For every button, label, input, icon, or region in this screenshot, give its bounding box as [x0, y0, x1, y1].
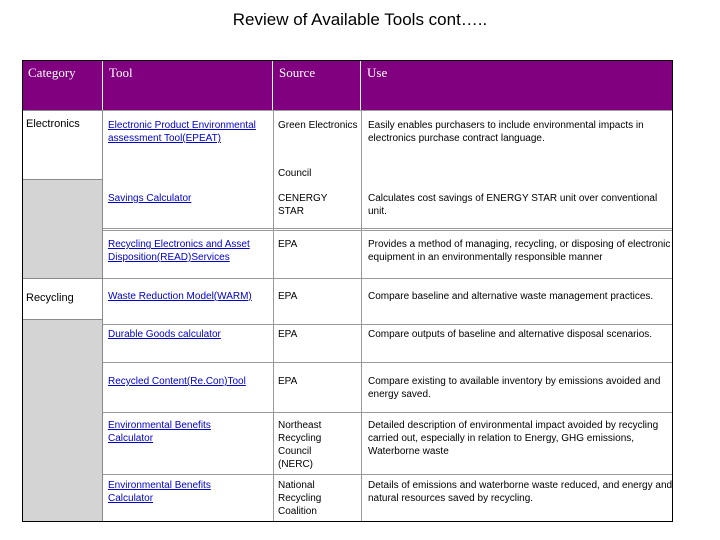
- source-text: EPA: [278, 239, 298, 250]
- tool-link[interactable]: Electronic Product Environmental assessment Tool(EPEAT): [108, 120, 256, 144]
- source-text: EPA: [278, 291, 298, 302]
- source-text: CENERGY STAR: [278, 193, 328, 217]
- header-category: Category: [22, 60, 103, 110]
- category-electronics: Electronics: [26, 118, 80, 130]
- use-text: Detailed description of environmental impact avoided by recycling carried out, especially in relation to Energy, GHG emissions, Waterborne waste: [368, 420, 659, 457]
- use-text: Compare outputs of baseline and alternative disposal scenarios.: [368, 329, 653, 340]
- tool-link[interactable]: Waste Reduction Model(WARM): [108, 291, 252, 302]
- use-text: Compare baseline and alternative waste management practices.: [368, 291, 654, 302]
- tool-link[interactable]: Environmental Benefits Calculator: [108, 480, 211, 504]
- tool-link[interactable]: Durable Goods calculator: [108, 329, 221, 340]
- use-text: Details of emissions and waterborne waste reduced, and energy and natural resources saved by recycling.: [368, 480, 673, 504]
- category-recycling: Recycling: [26, 292, 74, 304]
- page-title: Review of Available Tools cont…..: [232, 10, 488, 29]
- use-text: Easily enables purchasers to include environmental impacts in electronics purchase contract language.: [368, 120, 644, 144]
- source-text: EPA: [278, 376, 298, 387]
- tool-link[interactable]: Recycling Electronics and Asset Disposition(READ)Services: [108, 239, 250, 263]
- tools-table: [22, 60, 673, 522]
- use-text: Provides a method of managing, recycling, or disposing of electronic equipment in an environmentally responsible manner: [368, 239, 671, 263]
- header-source: Source: [273, 60, 361, 110]
- use-text: Compare existing to available inventory by emissions avoided and energy saved.: [368, 376, 661, 400]
- source-text: EPA: [278, 329, 298, 340]
- source-text-continued: Council: [278, 168, 312, 179]
- header-use: Use: [361, 60, 673, 110]
- use-text: Calculates cost savings of ENERGY STAR unit over conventional unit.: [368, 193, 658, 217]
- header-tool: Tool: [103, 60, 273, 110]
- tool-link[interactable]: Environmental Benefits Calculator: [108, 420, 211, 444]
- source-text: National Recycling Coalition: [278, 480, 322, 517]
- source-text: Northeast Recycling Council (NERC): [278, 420, 322, 470]
- tool-link[interactable]: Recycled Content(Re.Con)Tool: [108, 376, 246, 387]
- source-text: Green Electronics: [278, 120, 358, 131]
- tool-link[interactable]: Savings Calculator: [108, 193, 192, 204]
